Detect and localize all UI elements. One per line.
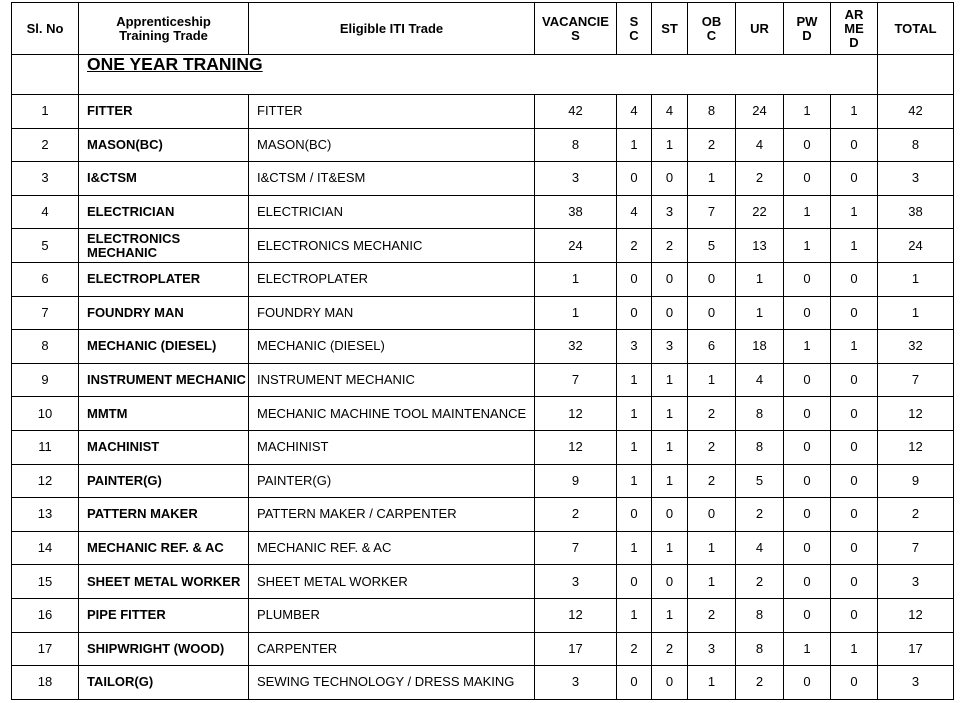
cell-total: 32 bbox=[878, 330, 954, 364]
cell-pwd: 0 bbox=[784, 531, 831, 565]
table-row bbox=[12, 229, 954, 263]
cell-total: 42 bbox=[878, 95, 954, 129]
cell-pwd: 0 bbox=[784, 464, 831, 498]
cell-st: 3 bbox=[652, 330, 688, 364]
cell-pwd: 0 bbox=[784, 666, 831, 700]
cell-st: 3 bbox=[652, 195, 688, 229]
cell-vacancies: 12 bbox=[535, 430, 617, 464]
cell-sc: 2 bbox=[617, 632, 652, 666]
cell-vacancies: 42 bbox=[535, 95, 617, 129]
cell-vacancies: 17 bbox=[535, 632, 617, 666]
cell-armed: 1 bbox=[831, 95, 878, 129]
header-total: TOTAL bbox=[878, 3, 954, 55]
cell-sl-no: 15 bbox=[12, 565, 79, 599]
cell-vacancies: 3 bbox=[535, 162, 617, 196]
cell-sc: 1 bbox=[617, 397, 652, 431]
cell-eligible-iti-trade: MACHINIST bbox=[249, 430, 535, 464]
cell-sc: 0 bbox=[617, 262, 652, 296]
cell-eligible-iti-trade: MECHANIC (DIESEL) bbox=[249, 330, 535, 364]
header-armed: AR ME D bbox=[831, 3, 878, 55]
cell-st: 1 bbox=[652, 430, 688, 464]
cell-pwd: 0 bbox=[784, 430, 831, 464]
cell-sl-no: 6 bbox=[12, 262, 79, 296]
cell-obc: 8 bbox=[688, 95, 736, 129]
cell-ur: 1 bbox=[736, 296, 784, 330]
header-eligible-iti-trade: Eligible ITI Trade bbox=[249, 3, 535, 55]
cell-total: 3 bbox=[878, 666, 954, 700]
cell-ur: 24 bbox=[736, 95, 784, 129]
cell-apprenticeship-trade: I&CTSM bbox=[79, 162, 249, 196]
cell-eligible-iti-trade: SEWING TECHNOLOGY / DRESS MAKING bbox=[249, 666, 535, 700]
cell-armed: 1 bbox=[831, 229, 878, 263]
cell-vacancies: 12 bbox=[535, 397, 617, 431]
cell-eligible-iti-trade: CARPENTER bbox=[249, 632, 535, 666]
cell-pwd: 0 bbox=[784, 397, 831, 431]
vacancy-table bbox=[11, 2, 954, 700]
table-row bbox=[12, 162, 954, 196]
cell-ur: 5 bbox=[736, 464, 784, 498]
cell-ur: 2 bbox=[736, 162, 784, 196]
cell-obc: 3 bbox=[688, 632, 736, 666]
cell-eligible-iti-trade: PLUMBER bbox=[249, 598, 535, 632]
cell-eligible-iti-trade: FITTER bbox=[249, 95, 535, 129]
cell-vacancies: 7 bbox=[535, 363, 617, 397]
cell-total: 7 bbox=[878, 363, 954, 397]
cell-apprenticeship-trade: INSTRUMENT MECHANIC bbox=[79, 363, 249, 397]
cell-st: 1 bbox=[652, 464, 688, 498]
cell-armed: 0 bbox=[831, 565, 878, 599]
cell-vacancies: 24 bbox=[535, 229, 617, 263]
cell-obc: 2 bbox=[688, 128, 736, 162]
cell-eligible-iti-trade: ELECTRONICS MECHANIC bbox=[249, 229, 535, 263]
cell-eligible-iti-trade: MECHANIC MACHINE TOOL MAINTENANCE bbox=[249, 397, 535, 431]
cell-sl-no: 2 bbox=[12, 128, 79, 162]
cell-obc: 1 bbox=[688, 565, 736, 599]
header-sl-no: Sl. No bbox=[12, 3, 79, 55]
cell-obc: 2 bbox=[688, 397, 736, 431]
cell-pwd: 0 bbox=[784, 598, 831, 632]
cell-apprenticeship-trade: SHIPWRIGHT (WOOD) bbox=[79, 632, 249, 666]
cell-sc: 1 bbox=[617, 598, 652, 632]
cell-pwd: 1 bbox=[784, 632, 831, 666]
cell-total: 12 bbox=[878, 430, 954, 464]
cell-st: 0 bbox=[652, 262, 688, 296]
section-spacer-cell bbox=[12, 55, 79, 95]
cell-st: 0 bbox=[652, 162, 688, 196]
table-row bbox=[12, 464, 954, 498]
cell-st: 2 bbox=[652, 229, 688, 263]
cell-sc: 1 bbox=[617, 430, 652, 464]
cell-vacancies: 12 bbox=[535, 598, 617, 632]
cell-st: 1 bbox=[652, 531, 688, 565]
cell-armed: 0 bbox=[831, 162, 878, 196]
cell-vacancies: 3 bbox=[535, 666, 617, 700]
cell-apprenticeship-trade: MECHANIC REF. & AC bbox=[79, 531, 249, 565]
cell-pwd: 0 bbox=[784, 363, 831, 397]
cell-pwd: 1 bbox=[784, 229, 831, 263]
cell-armed: 0 bbox=[831, 363, 878, 397]
cell-ur: 4 bbox=[736, 363, 784, 397]
cell-vacancies: 7 bbox=[535, 531, 617, 565]
cell-armed: 1 bbox=[831, 195, 878, 229]
cell-st: 0 bbox=[652, 498, 688, 532]
cell-apprenticeship-trade: MECHANIC (DIESEL) bbox=[79, 330, 249, 364]
cell-armed: 0 bbox=[831, 128, 878, 162]
cell-vacancies: 2 bbox=[535, 498, 617, 532]
cell-st: 0 bbox=[652, 666, 688, 700]
cell-sc: 4 bbox=[617, 95, 652, 129]
section-total-cell bbox=[878, 55, 954, 95]
cell-armed: 1 bbox=[831, 632, 878, 666]
cell-armed: 0 bbox=[831, 531, 878, 565]
cell-obc: 5 bbox=[688, 229, 736, 263]
cell-armed: 0 bbox=[831, 666, 878, 700]
cell-total: 24 bbox=[878, 229, 954, 263]
cell-ur: 2 bbox=[736, 565, 784, 599]
cell-sl-no: 18 bbox=[12, 666, 79, 700]
cell-sl-no: 16 bbox=[12, 598, 79, 632]
cell-eligible-iti-trade: I&CTSM / IT&ESM bbox=[249, 162, 535, 196]
cell-st: 2 bbox=[652, 632, 688, 666]
cell-ur: 8 bbox=[736, 598, 784, 632]
cell-sc: 1 bbox=[617, 531, 652, 565]
cell-ur: 4 bbox=[736, 128, 784, 162]
table-row bbox=[12, 363, 954, 397]
table-row bbox=[12, 128, 954, 162]
cell-ur: 1 bbox=[736, 262, 784, 296]
cell-total: 12 bbox=[878, 598, 954, 632]
cell-total: 3 bbox=[878, 565, 954, 599]
cell-eligible-iti-trade: PAINTER(G) bbox=[249, 464, 535, 498]
cell-st: 1 bbox=[652, 598, 688, 632]
cell-apprenticeship-trade: ELECTROPLATER bbox=[79, 262, 249, 296]
cell-obc: 2 bbox=[688, 598, 736, 632]
cell-total: 2 bbox=[878, 498, 954, 532]
vacancy-document bbox=[11, 2, 954, 700]
cell-st: 1 bbox=[652, 363, 688, 397]
cell-total: 1 bbox=[878, 262, 954, 296]
cell-total: 3 bbox=[878, 162, 954, 196]
table-row bbox=[12, 397, 954, 431]
cell-obc: 1 bbox=[688, 363, 736, 397]
table-row bbox=[12, 598, 954, 632]
table-row bbox=[12, 565, 954, 599]
section-title: ONE YEAR TRANING bbox=[79, 55, 878, 95]
cell-vacancies: 9 bbox=[535, 464, 617, 498]
cell-vacancies: 32 bbox=[535, 330, 617, 364]
cell-st: 4 bbox=[652, 95, 688, 129]
table-row bbox=[12, 632, 954, 666]
table-row bbox=[12, 430, 954, 464]
cell-sl-no: 1 bbox=[12, 95, 79, 129]
cell-sc: 2 bbox=[617, 229, 652, 263]
cell-pwd: 0 bbox=[784, 565, 831, 599]
cell-total: 8 bbox=[878, 128, 954, 162]
cell-apprenticeship-trade: PIPE FITTER bbox=[79, 598, 249, 632]
cell-st: 1 bbox=[652, 128, 688, 162]
cell-sl-no: 5 bbox=[12, 229, 79, 263]
cell-sc: 0 bbox=[617, 162, 652, 196]
header-obc: OB C bbox=[688, 3, 736, 55]
cell-vacancies: 1 bbox=[535, 262, 617, 296]
cell-obc: 7 bbox=[688, 195, 736, 229]
cell-ur: 18 bbox=[736, 330, 784, 364]
cell-obc: 0 bbox=[688, 296, 736, 330]
cell-armed: 0 bbox=[831, 430, 878, 464]
header-pwd: PW D bbox=[784, 3, 831, 55]
cell-pwd: 0 bbox=[784, 262, 831, 296]
cell-armed: 0 bbox=[831, 498, 878, 532]
cell-armed: 1 bbox=[831, 330, 878, 364]
cell-obc: 1 bbox=[688, 531, 736, 565]
cell-pwd: 1 bbox=[784, 95, 831, 129]
cell-sc: 1 bbox=[617, 464, 652, 498]
cell-eligible-iti-trade: INSTRUMENT MECHANIC bbox=[249, 363, 535, 397]
cell-sc: 0 bbox=[617, 565, 652, 599]
cell-ur: 8 bbox=[736, 397, 784, 431]
table-row bbox=[12, 296, 954, 330]
cell-apprenticeship-trade: TAILOR(G) bbox=[79, 666, 249, 700]
table-row bbox=[12, 531, 954, 565]
table-row bbox=[12, 330, 954, 364]
cell-total: 17 bbox=[878, 632, 954, 666]
cell-obc: 1 bbox=[688, 666, 736, 700]
table-row bbox=[12, 262, 954, 296]
cell-sc: 0 bbox=[617, 296, 652, 330]
cell-pwd: 0 bbox=[784, 498, 831, 532]
cell-sc: 3 bbox=[617, 330, 652, 364]
table-row bbox=[12, 666, 954, 700]
table-row bbox=[12, 95, 954, 129]
cell-sl-no: 11 bbox=[12, 430, 79, 464]
cell-armed: 0 bbox=[831, 397, 878, 431]
cell-apprenticeship-trade: FITTER bbox=[79, 95, 249, 129]
cell-sc: 0 bbox=[617, 498, 652, 532]
cell-obc: 2 bbox=[688, 430, 736, 464]
cell-total: 38 bbox=[878, 195, 954, 229]
cell-sc: 4 bbox=[617, 195, 652, 229]
cell-sl-no: 8 bbox=[12, 330, 79, 364]
cell-eligible-iti-trade: MASON(BC) bbox=[249, 128, 535, 162]
cell-armed: 0 bbox=[831, 598, 878, 632]
cell-total: 12 bbox=[878, 397, 954, 431]
cell-vacancies: 1 bbox=[535, 296, 617, 330]
cell-armed: 0 bbox=[831, 262, 878, 296]
cell-ur: 8 bbox=[736, 430, 784, 464]
cell-st: 0 bbox=[652, 296, 688, 330]
cell-pwd: 1 bbox=[784, 195, 831, 229]
cell-st: 1 bbox=[652, 397, 688, 431]
cell-ur: 13 bbox=[736, 229, 784, 263]
cell-armed: 0 bbox=[831, 296, 878, 330]
cell-sl-no: 14 bbox=[12, 531, 79, 565]
header-st: ST bbox=[652, 3, 688, 55]
table-row bbox=[12, 195, 954, 229]
cell-pwd: 0 bbox=[784, 296, 831, 330]
cell-ur: 8 bbox=[736, 632, 784, 666]
cell-obc: 6 bbox=[688, 330, 736, 364]
cell-eligible-iti-trade: FOUNDRY MAN bbox=[249, 296, 535, 330]
cell-armed: 0 bbox=[831, 464, 878, 498]
cell-sl-no: 9 bbox=[12, 363, 79, 397]
cell-ur: 4 bbox=[736, 531, 784, 565]
cell-apprenticeship-trade: FOUNDRY MAN bbox=[79, 296, 249, 330]
cell-vacancies: 8 bbox=[535, 128, 617, 162]
cell-total: 7 bbox=[878, 531, 954, 565]
cell-apprenticeship-trade: PATTERN MAKER bbox=[79, 498, 249, 532]
cell-vacancies: 3 bbox=[535, 565, 617, 599]
cell-sl-no: 12 bbox=[12, 464, 79, 498]
cell-eligible-iti-trade: ELECTROPLATER bbox=[249, 262, 535, 296]
cell-apprenticeship-trade: ELECTRONICS MECHANIC bbox=[79, 229, 249, 263]
cell-total: 9 bbox=[878, 464, 954, 498]
cell-ur: 2 bbox=[736, 498, 784, 532]
cell-eligible-iti-trade: MECHANIC REF. & AC bbox=[249, 531, 535, 565]
header-row bbox=[12, 3, 954, 55]
cell-apprenticeship-trade: MMTM bbox=[79, 397, 249, 431]
cell-sl-no: 4 bbox=[12, 195, 79, 229]
cell-eligible-iti-trade: PATTERN MAKER / CARPENTER bbox=[249, 498, 535, 532]
cell-vacancies: 38 bbox=[535, 195, 617, 229]
cell-sl-no: 17 bbox=[12, 632, 79, 666]
cell-sl-no: 7 bbox=[12, 296, 79, 330]
cell-apprenticeship-trade: PAINTER(G) bbox=[79, 464, 249, 498]
cell-sl-no: 10 bbox=[12, 397, 79, 431]
header-apprenticeship-trade: Apprenticeship Training Trade bbox=[79, 3, 249, 55]
section-row bbox=[12, 55, 954, 95]
cell-obc: 1 bbox=[688, 162, 736, 196]
cell-sc: 1 bbox=[617, 128, 652, 162]
cell-sl-no: 3 bbox=[12, 162, 79, 196]
cell-pwd: 0 bbox=[784, 128, 831, 162]
cell-total: 1 bbox=[878, 296, 954, 330]
cell-obc: 0 bbox=[688, 498, 736, 532]
cell-apprenticeship-trade: MASON(BC) bbox=[79, 128, 249, 162]
table-row bbox=[12, 498, 954, 532]
cell-st: 0 bbox=[652, 565, 688, 599]
cell-ur: 2 bbox=[736, 666, 784, 700]
cell-obc: 2 bbox=[688, 464, 736, 498]
cell-pwd: 1 bbox=[784, 330, 831, 364]
header-ur: UR bbox=[736, 3, 784, 55]
cell-eligible-iti-trade: ELECTRICIAN bbox=[249, 195, 535, 229]
cell-sl-no: 13 bbox=[12, 498, 79, 532]
cell-apprenticeship-trade: SHEET METAL WORKER bbox=[79, 565, 249, 599]
cell-eligible-iti-trade: SHEET METAL WORKER bbox=[249, 565, 535, 599]
cell-ur: 22 bbox=[736, 195, 784, 229]
cell-obc: 0 bbox=[688, 262, 736, 296]
cell-sc: 1 bbox=[617, 363, 652, 397]
header-sc: S C bbox=[617, 3, 652, 55]
cell-pwd: 0 bbox=[784, 162, 831, 196]
header-vacancies: VACANCIES bbox=[535, 3, 617, 55]
cell-apprenticeship-trade: MACHINIST bbox=[79, 430, 249, 464]
cell-sc: 0 bbox=[617, 666, 652, 700]
cell-apprenticeship-trade: ELECTRICIAN bbox=[79, 195, 249, 229]
